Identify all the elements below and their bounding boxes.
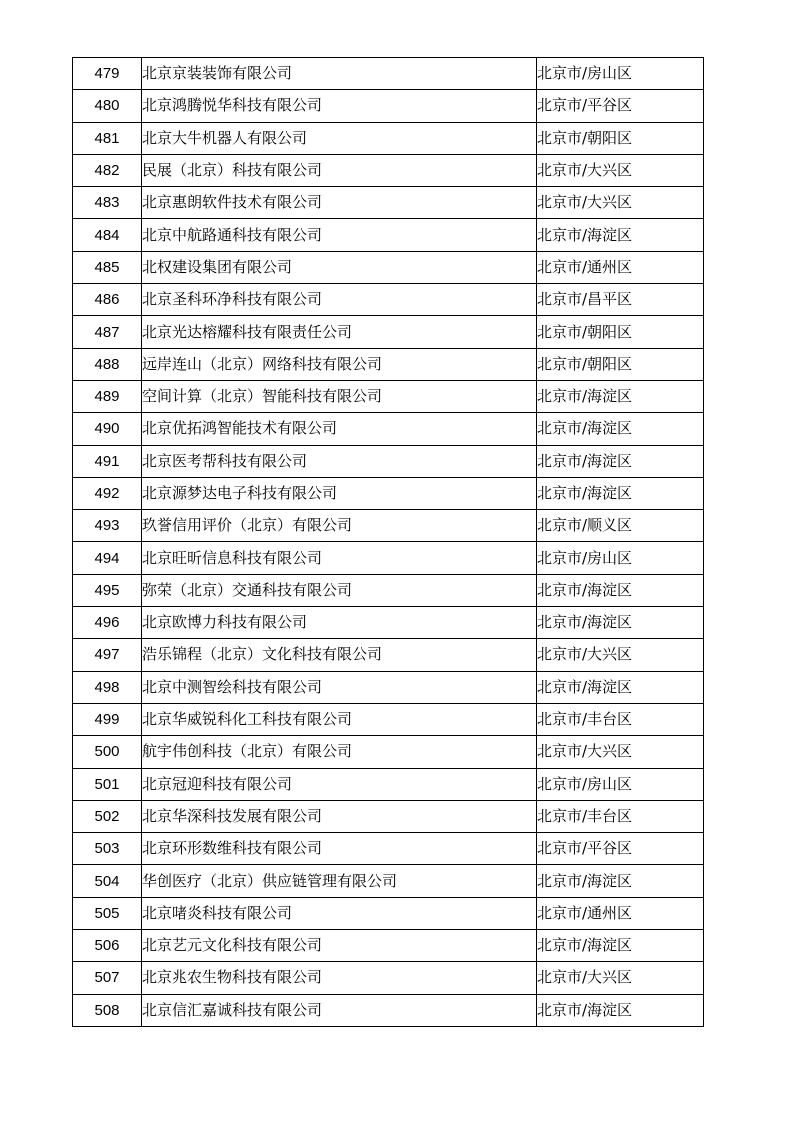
table-row [73, 122, 704, 154]
row-number: 505 [73, 897, 142, 929]
company-name: 空间计算（北京）智能科技有限公司 [142, 380, 537, 412]
row-number: 484 [73, 219, 142, 251]
company-region: 北京市/房山区 [537, 542, 704, 574]
table-row [73, 800, 704, 832]
table-body [73, 58, 704, 1027]
table-row [73, 251, 704, 283]
company-region: 北京市/大兴区 [537, 187, 704, 219]
table-row [73, 930, 704, 962]
company-region: 北京市/平谷区 [537, 90, 704, 122]
row-number: 493 [73, 510, 142, 542]
company-name: 北京啫炎科技有限公司 [142, 897, 537, 929]
company-region: 北京市/昌平区 [537, 284, 704, 316]
company-name: 北京鸿腾悦华科技有限公司 [142, 90, 537, 122]
company-name: 远岸连山（北京）网络科技有限公司 [142, 348, 537, 380]
row-number: 499 [73, 703, 142, 735]
company-region: 北京市/朝阳区 [537, 348, 704, 380]
table-row [73, 542, 704, 574]
row-number: 507 [73, 962, 142, 994]
company-name: 华创医疗（北京）供应链管理有限公司 [142, 865, 537, 897]
row-number: 496 [73, 607, 142, 639]
row-number: 503 [73, 833, 142, 865]
row-number: 494 [73, 542, 142, 574]
row-number: 498 [73, 671, 142, 703]
company-list-table [72, 57, 704, 1027]
company-region: 北京市/大兴区 [537, 639, 704, 671]
row-number: 486 [73, 284, 142, 316]
row-number: 504 [73, 865, 142, 897]
company-region: 北京市/海淀区 [537, 219, 704, 251]
company-region: 北京市/大兴区 [537, 736, 704, 768]
row-number: 490 [73, 413, 142, 445]
company-region: 北京市/海淀区 [537, 607, 704, 639]
row-number: 487 [73, 316, 142, 348]
company-name: 北京中测智绘科技有限公司 [142, 671, 537, 703]
company-name: 北权建设集团有限公司 [142, 251, 537, 283]
company-region: 北京市/海淀区 [537, 413, 704, 445]
company-region: 北京市/房山区 [537, 58, 704, 90]
company-name: 北京京装装饰有限公司 [142, 58, 537, 90]
company-region: 北京市/大兴区 [537, 154, 704, 186]
table-row [73, 607, 704, 639]
company-name: 北京华深科技发展有限公司 [142, 800, 537, 832]
table-row [73, 703, 704, 735]
row-number: 489 [73, 380, 142, 412]
row-number: 491 [73, 445, 142, 477]
company-region: 北京市/海淀区 [537, 477, 704, 509]
table-row [73, 510, 704, 542]
row-number: 495 [73, 574, 142, 606]
company-region: 北京市/通州区 [537, 251, 704, 283]
company-name: 北京医考帮科技有限公司 [142, 445, 537, 477]
table-row [73, 833, 704, 865]
row-number: 480 [73, 90, 142, 122]
row-number: 481 [73, 122, 142, 154]
company-name: 北京中航路通科技有限公司 [142, 219, 537, 251]
company-name: 北京优拓鸿智能技术有限公司 [142, 413, 537, 445]
row-number: 488 [73, 348, 142, 380]
table-row [73, 154, 704, 186]
row-number: 479 [73, 58, 142, 90]
company-region: 北京市/大兴区 [537, 962, 704, 994]
table-row [73, 574, 704, 606]
table-row [73, 413, 704, 445]
table-row [73, 187, 704, 219]
table-row [73, 219, 704, 251]
company-name: 北京兆农生物科技有限公司 [142, 962, 537, 994]
company-name: 弥荣（北京）交通科技有限公司 [142, 574, 537, 606]
company-region: 北京市/顺义区 [537, 510, 704, 542]
company-region: 北京市/海淀区 [537, 994, 704, 1026]
company-region: 北京市/丰台区 [537, 703, 704, 735]
table-row [73, 671, 704, 703]
company-name: 玖誉信用评价（北京）有限公司 [142, 510, 537, 542]
company-name: 北京圣科环净科技有限公司 [142, 284, 537, 316]
company-region: 北京市/海淀区 [537, 445, 704, 477]
row-number: 483 [73, 187, 142, 219]
table-row [73, 736, 704, 768]
company-region: 北京市/海淀区 [537, 865, 704, 897]
company-region: 北京市/海淀区 [537, 671, 704, 703]
row-number: 500 [73, 736, 142, 768]
table-row [73, 58, 704, 90]
table-row [73, 284, 704, 316]
company-name: 北京源梦达电子科技有限公司 [142, 477, 537, 509]
company-name: 航宇伟创科技（北京）有限公司 [142, 736, 537, 768]
company-name: 北京惠朗软件技术有限公司 [142, 187, 537, 219]
company-region: 北京市/海淀区 [537, 380, 704, 412]
table-row [73, 348, 704, 380]
company-name: 浩乐锦程（北京）文化科技有限公司 [142, 639, 537, 671]
row-number: 508 [73, 994, 142, 1026]
company-name: 民展（北京）科技有限公司 [142, 154, 537, 186]
row-number: 502 [73, 800, 142, 832]
company-region: 北京市/海淀区 [537, 930, 704, 962]
table-row [73, 639, 704, 671]
company-region: 北京市/丰台区 [537, 800, 704, 832]
company-region: 北京市/平谷区 [537, 833, 704, 865]
table-row [73, 477, 704, 509]
table-row [73, 445, 704, 477]
company-name: 北京光达榕耀科技有限责任公司 [142, 316, 537, 348]
company-region: 北京市/通州区 [537, 897, 704, 929]
company-name: 北京大牛机器人有限公司 [142, 122, 537, 154]
table-row [73, 380, 704, 412]
row-number: 492 [73, 477, 142, 509]
company-region: 北京市/房山区 [537, 768, 704, 800]
row-number: 506 [73, 930, 142, 962]
company-name: 北京冠迎科技有限公司 [142, 768, 537, 800]
row-number: 497 [73, 639, 142, 671]
company-name: 北京环形数维科技有限公司 [142, 833, 537, 865]
company-name: 北京信汇嘉诚科技有限公司 [142, 994, 537, 1026]
table-row [73, 897, 704, 929]
table-row [73, 768, 704, 800]
company-name: 北京艺元文化科技有限公司 [142, 930, 537, 962]
row-number: 501 [73, 768, 142, 800]
company-region: 北京市/海淀区 [537, 574, 704, 606]
table-row [73, 90, 704, 122]
company-name: 北京旺昕信息科技有限公司 [142, 542, 537, 574]
company-region: 北京市/朝阳区 [537, 316, 704, 348]
row-number: 485 [73, 251, 142, 283]
table-row [73, 994, 704, 1026]
table-row [73, 865, 704, 897]
row-number: 482 [73, 154, 142, 186]
company-region: 北京市/朝阳区 [537, 122, 704, 154]
company-name: 北京欧博力科技有限公司 [142, 607, 537, 639]
company-name: 北京华威锐科化工科技有限公司 [142, 703, 537, 735]
table-row [73, 316, 704, 348]
table-row [73, 962, 704, 994]
